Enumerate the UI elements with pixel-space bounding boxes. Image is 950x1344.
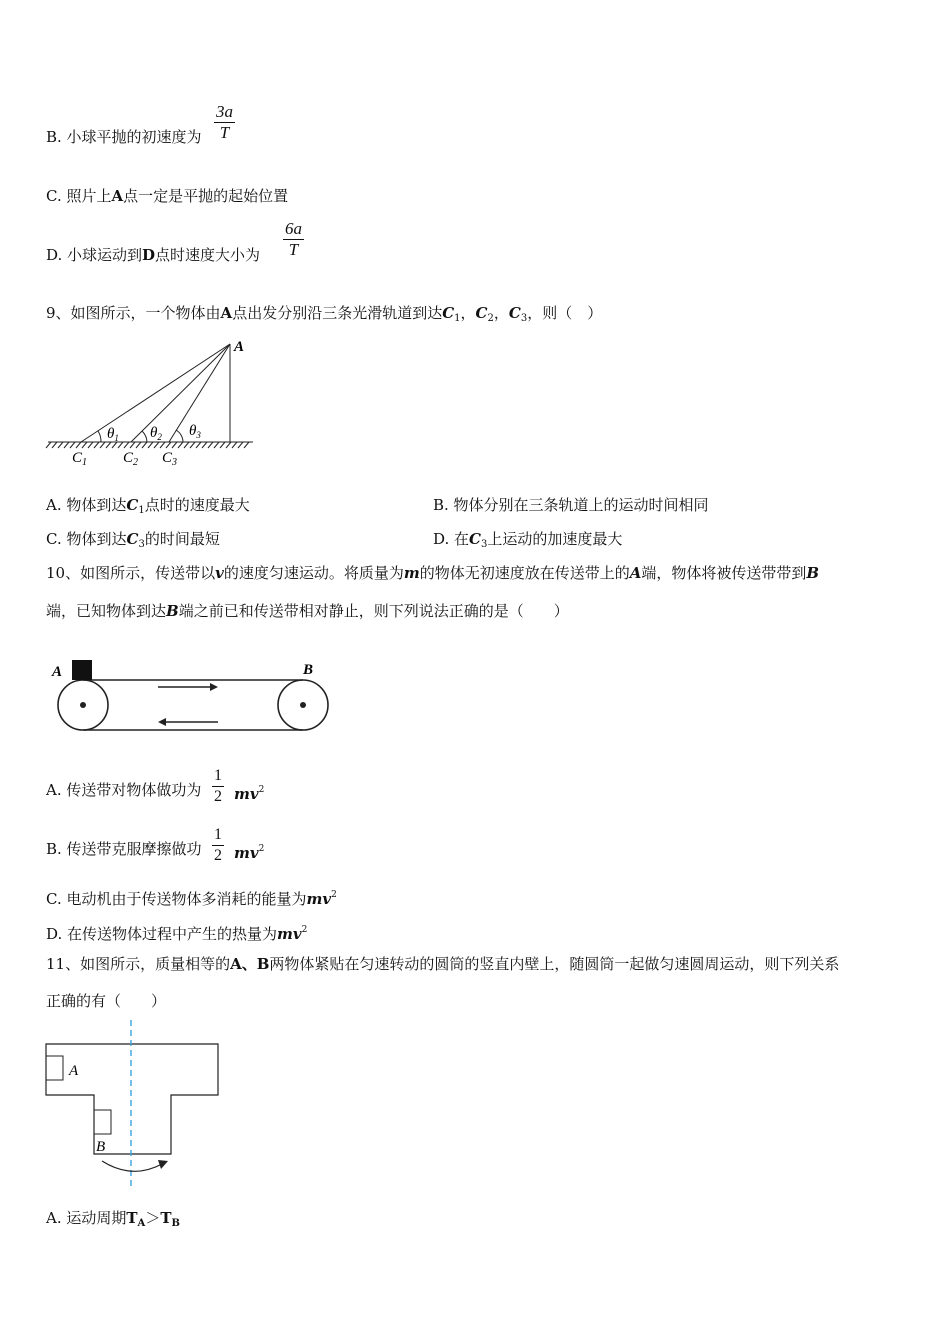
arrow-right-head xyxy=(210,683,218,691)
v: v xyxy=(215,564,224,582)
q10-line1-mid3: 端，物体将被传送带带到 xyxy=(641,564,807,582)
q10-stem-line1 xyxy=(46,563,819,583)
q9-option-d-pre: D. 在 xyxy=(433,530,470,548)
q8-option-c xyxy=(46,186,288,206)
q10-option-c-text: C. 电动机由于传送物体多消耗的能量为 xyxy=(46,890,307,908)
sub-3: 3 xyxy=(138,539,145,550)
theta-1-label: $\theta_1$ xyxy=(107,426,119,443)
q11-cylinder-figure xyxy=(44,1020,224,1190)
q9-option-b xyxy=(433,495,709,515)
fraction-denominator: 2 xyxy=(214,788,222,805)
q10-option-b-expr xyxy=(234,839,264,863)
q10-option-a xyxy=(46,780,201,800)
label-b: B xyxy=(96,1139,106,1155)
q10-line1-mid2: 的物体无初速度放在传送带上的 xyxy=(419,564,630,582)
sub-3: 3 xyxy=(480,539,488,550)
mv: mv xyxy=(277,925,302,943)
q8-option-d-post: 点时速度大小为 xyxy=(155,246,261,264)
q8-option-c-post: 点一定是平抛的起始位置 xyxy=(123,187,289,205)
point-d-label: D xyxy=(142,246,156,264)
q11-stem-line1 xyxy=(46,954,839,974)
q9-stem-mid: 点出发分别沿三条光滑轨道到达 xyxy=(232,304,443,322)
angle-arc-2 xyxy=(142,431,147,442)
q9-option-a-post: 点时的速度最大 xyxy=(144,496,250,514)
object-a-block xyxy=(46,1056,63,1080)
q10-line1-pre: 10、如图所示，传送带以 xyxy=(46,564,216,582)
angle-arc-1 xyxy=(98,431,101,442)
end-b: B xyxy=(806,564,820,582)
label-b: B xyxy=(303,662,314,678)
fraction-numerator: 1 xyxy=(212,766,224,787)
c3: C xyxy=(469,530,481,548)
q11-line1-post: 两物体紧贴在匀速转动的圆筒的竖直内壁上，随圆筒一起做匀速圆周运动，则下列关系 xyxy=(269,955,840,973)
square: 2 xyxy=(301,925,308,935)
square: 2 xyxy=(258,844,265,854)
q8-option-b xyxy=(46,127,202,147)
rotation-arrow xyxy=(102,1161,162,1171)
q8-option-b-text: B. 小球平抛的初速度为 xyxy=(46,128,202,146)
q11-line2: 正确的有（ ） xyxy=(46,992,167,1010)
c2-label: $C_2$ xyxy=(123,450,139,468)
q9-option-b-text: B. 物体分别在三条轨道上的运动时间相同 xyxy=(433,496,709,514)
fraction-numerator: 1 xyxy=(212,825,224,846)
sub-a: A xyxy=(137,1218,146,1229)
q9-option-a-pre: A. 物体到达 xyxy=(46,496,127,514)
square: 2 xyxy=(331,890,337,900)
left-axle xyxy=(80,702,86,708)
q11-line1-pre: 11、如图所示，质量相等的 xyxy=(46,955,231,973)
m: m xyxy=(403,564,420,582)
q10-option-a-text: A. 传送带对物体做功为 xyxy=(46,781,202,799)
c1: C xyxy=(442,304,455,322)
q10-option-b-text: B. 传送带克服摩擦做功 xyxy=(46,840,202,858)
theta-2-label: $\theta_2$ xyxy=(150,425,162,442)
q10-line2-pre: 端，已知物体到达 xyxy=(46,602,167,620)
angle-arc-3 xyxy=(176,430,183,442)
q9-option-a xyxy=(46,495,250,521)
objects-ab: A、B xyxy=(230,955,270,973)
q10-line1-mid: 的速度匀速运动。将质量为 xyxy=(223,564,404,582)
q10-option-c xyxy=(46,885,337,909)
fraction-denominator: 2 xyxy=(214,847,222,864)
label-a: A xyxy=(234,339,245,355)
ground-hatching xyxy=(46,442,249,448)
c2: C xyxy=(475,304,488,322)
mv: mv xyxy=(306,890,332,908)
q10-stem-line2 xyxy=(46,601,569,621)
q9-option-c-post: 的时间最短 xyxy=(144,530,220,548)
sub-b: B xyxy=(171,1218,180,1229)
c1-label: $C_1$ xyxy=(72,450,88,468)
square: 2 xyxy=(258,785,265,795)
q8-option-d xyxy=(46,245,260,265)
q8-option-d-fraction xyxy=(283,219,304,260)
q9-stem xyxy=(46,303,602,329)
object-b-block xyxy=(94,1110,111,1134)
q10-option-d-text: D. 在传送物体过程中产生的热量为 xyxy=(46,925,278,943)
c3: C xyxy=(126,530,139,548)
fraction-denominator: T xyxy=(288,240,299,259)
c3: C xyxy=(508,304,521,322)
q10-option-d xyxy=(46,920,307,944)
fraction-denominator: T xyxy=(219,123,230,142)
q9-option-c xyxy=(46,529,220,555)
mv: mv xyxy=(234,785,259,803)
q8-option-c-pre: C. 照片上 xyxy=(46,187,112,205)
sub-3: 3 xyxy=(520,313,528,324)
q9-option-d-post: 上运动的加速度最大 xyxy=(487,530,623,548)
sub-2: 2 xyxy=(487,313,494,324)
arrow-left-head xyxy=(158,718,166,726)
fraction-numerator: 6a xyxy=(285,219,302,238)
greater-than: ＞ xyxy=(145,1209,161,1227)
end-a: A xyxy=(629,564,642,582)
q9-stem-end: ，则（ ） xyxy=(527,304,603,322)
track-c3 xyxy=(169,344,230,442)
t: T xyxy=(160,1209,172,1227)
q11-option-a-pre: A. 运动周期 xyxy=(46,1209,127,1227)
q9-stem-pre: 9、如图所示，一个物体由 xyxy=(46,304,221,322)
track-c2 xyxy=(131,344,230,442)
sub-1: 1 xyxy=(138,505,145,516)
label-a: A xyxy=(69,1063,79,1079)
sep: ， xyxy=(493,304,509,322)
point-a-label: A xyxy=(111,187,124,205)
q11-option-a xyxy=(46,1208,180,1234)
end-b: B xyxy=(166,602,179,620)
rotation-arrow-head xyxy=(158,1160,168,1169)
sep: ， xyxy=(460,304,476,322)
label-a: A xyxy=(52,664,63,680)
t: T xyxy=(126,1209,138,1227)
sub-1: 1 xyxy=(454,313,461,324)
fraction-numerator: 3a xyxy=(216,102,233,121)
q10-option-a-expr xyxy=(234,780,264,804)
q9-option-d xyxy=(433,529,622,555)
mv: mv xyxy=(234,844,259,862)
q8-option-b-fraction xyxy=(214,102,235,143)
q11-stem-line2 xyxy=(46,991,166,1011)
q9-option-c-pre: C. 物体到达 xyxy=(46,530,127,548)
c1: C xyxy=(126,496,139,514)
q8-option-d-pre: D. 小球运动到 xyxy=(46,246,143,264)
q10-option-b-fraction xyxy=(212,825,224,866)
c3-label: $C_3$ xyxy=(162,450,178,468)
q10-line2-post: 端之前已和传送带相对静止，则下列说法正确的是（ ） xyxy=(178,602,569,620)
q10-option-a-fraction xyxy=(212,766,224,807)
right-axle xyxy=(300,702,306,708)
cylinder-outline xyxy=(46,1044,218,1154)
q10-option-b xyxy=(46,839,202,859)
q9-tracks-figure xyxy=(45,338,260,468)
q10-conveyor-figure xyxy=(50,652,335,737)
object-block xyxy=(72,660,92,680)
theta-3-label: $\theta_3$ xyxy=(189,423,201,440)
point-a: A xyxy=(220,304,233,322)
